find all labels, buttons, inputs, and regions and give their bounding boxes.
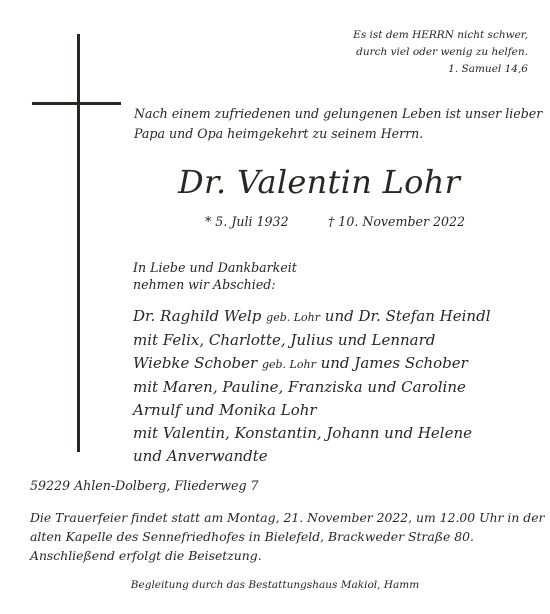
farewell-text [133, 259, 297, 293]
bible-verse [353, 27, 528, 78]
verse-line-2: durch viel oder wenig zu helfen. [356, 46, 528, 58]
service-line-1: Die Trauerfeier findet statt am Montag, 21. November 2022, um 12.00 Uhr in der [30, 510, 545, 525]
family-children-1: mit Felix, Charlotte, Julius und Lennard [133, 331, 436, 349]
service-line-2: alten Kapelle des Sennefriedhofes in Bielefeld, Brackweder Straße 80. [30, 529, 474, 544]
deceased-name: Dr. Valentin Lohr [178, 163, 461, 201]
death-date: † 10. November 2022 [328, 214, 466, 229]
birth-date: * 5. Juli 1932 [205, 214, 289, 229]
service-line-3: Anschließend erfolgt die Beisetzung. [30, 548, 262, 563]
funeral-home-footer: Begleitung durch das Bestattungshaus Makiol, Hamm [130, 579, 420, 591]
mourning-address: 59229 Ahlen-Dolberg, Fliederweg 7 [30, 478, 259, 493]
maiden-name: geb. Lohr [261, 358, 316, 371]
family-entry-3: Arnulf und Monika Lohr [133, 401, 317, 419]
verse-reference: 1. Samuel 14,6 [448, 63, 528, 75]
intro-line-1: Nach einem zufriedenen und gelungenen Leben ist unser lieber [134, 106, 543, 121]
funeral-service-info [30, 508, 544, 565]
cross-icon-vertical [77, 34, 80, 452]
verse-line-1: Es ist dem HERRN nicht schwer, [353, 29, 528, 41]
family-member-name: Dr. Raghild Welp [133, 307, 262, 325]
intro-text [134, 104, 542, 144]
farewell-line-2: nehmen wir Abschied: [133, 277, 276, 292]
family-children-2: mit Maren, Pauline, Franziska und Caroline [133, 378, 466, 396]
family-member-name: Wiebke Schober [133, 354, 258, 372]
cross-icon-horizontal [32, 102, 121, 105]
family-list [133, 305, 491, 468]
family-entry-2 [133, 352, 491, 376]
family-member-partner: und James Schober [320, 354, 468, 372]
relatives: und Anverwandte [133, 447, 268, 465]
maiden-name: geb. Lohr [266, 311, 321, 324]
family-member-partner: und Dr. Stefan Heindl [324, 307, 491, 325]
family-entry-1 [133, 305, 491, 329]
family-children-3: mit Valentin, Konstantin, Johann und Helene [133, 424, 473, 442]
intro-line-2: Papa und Opa heimgekehrt zu seinem Herrn. [134, 126, 424, 141]
farewell-line-1: In Liebe und Dankbarkeit [133, 260, 297, 275]
